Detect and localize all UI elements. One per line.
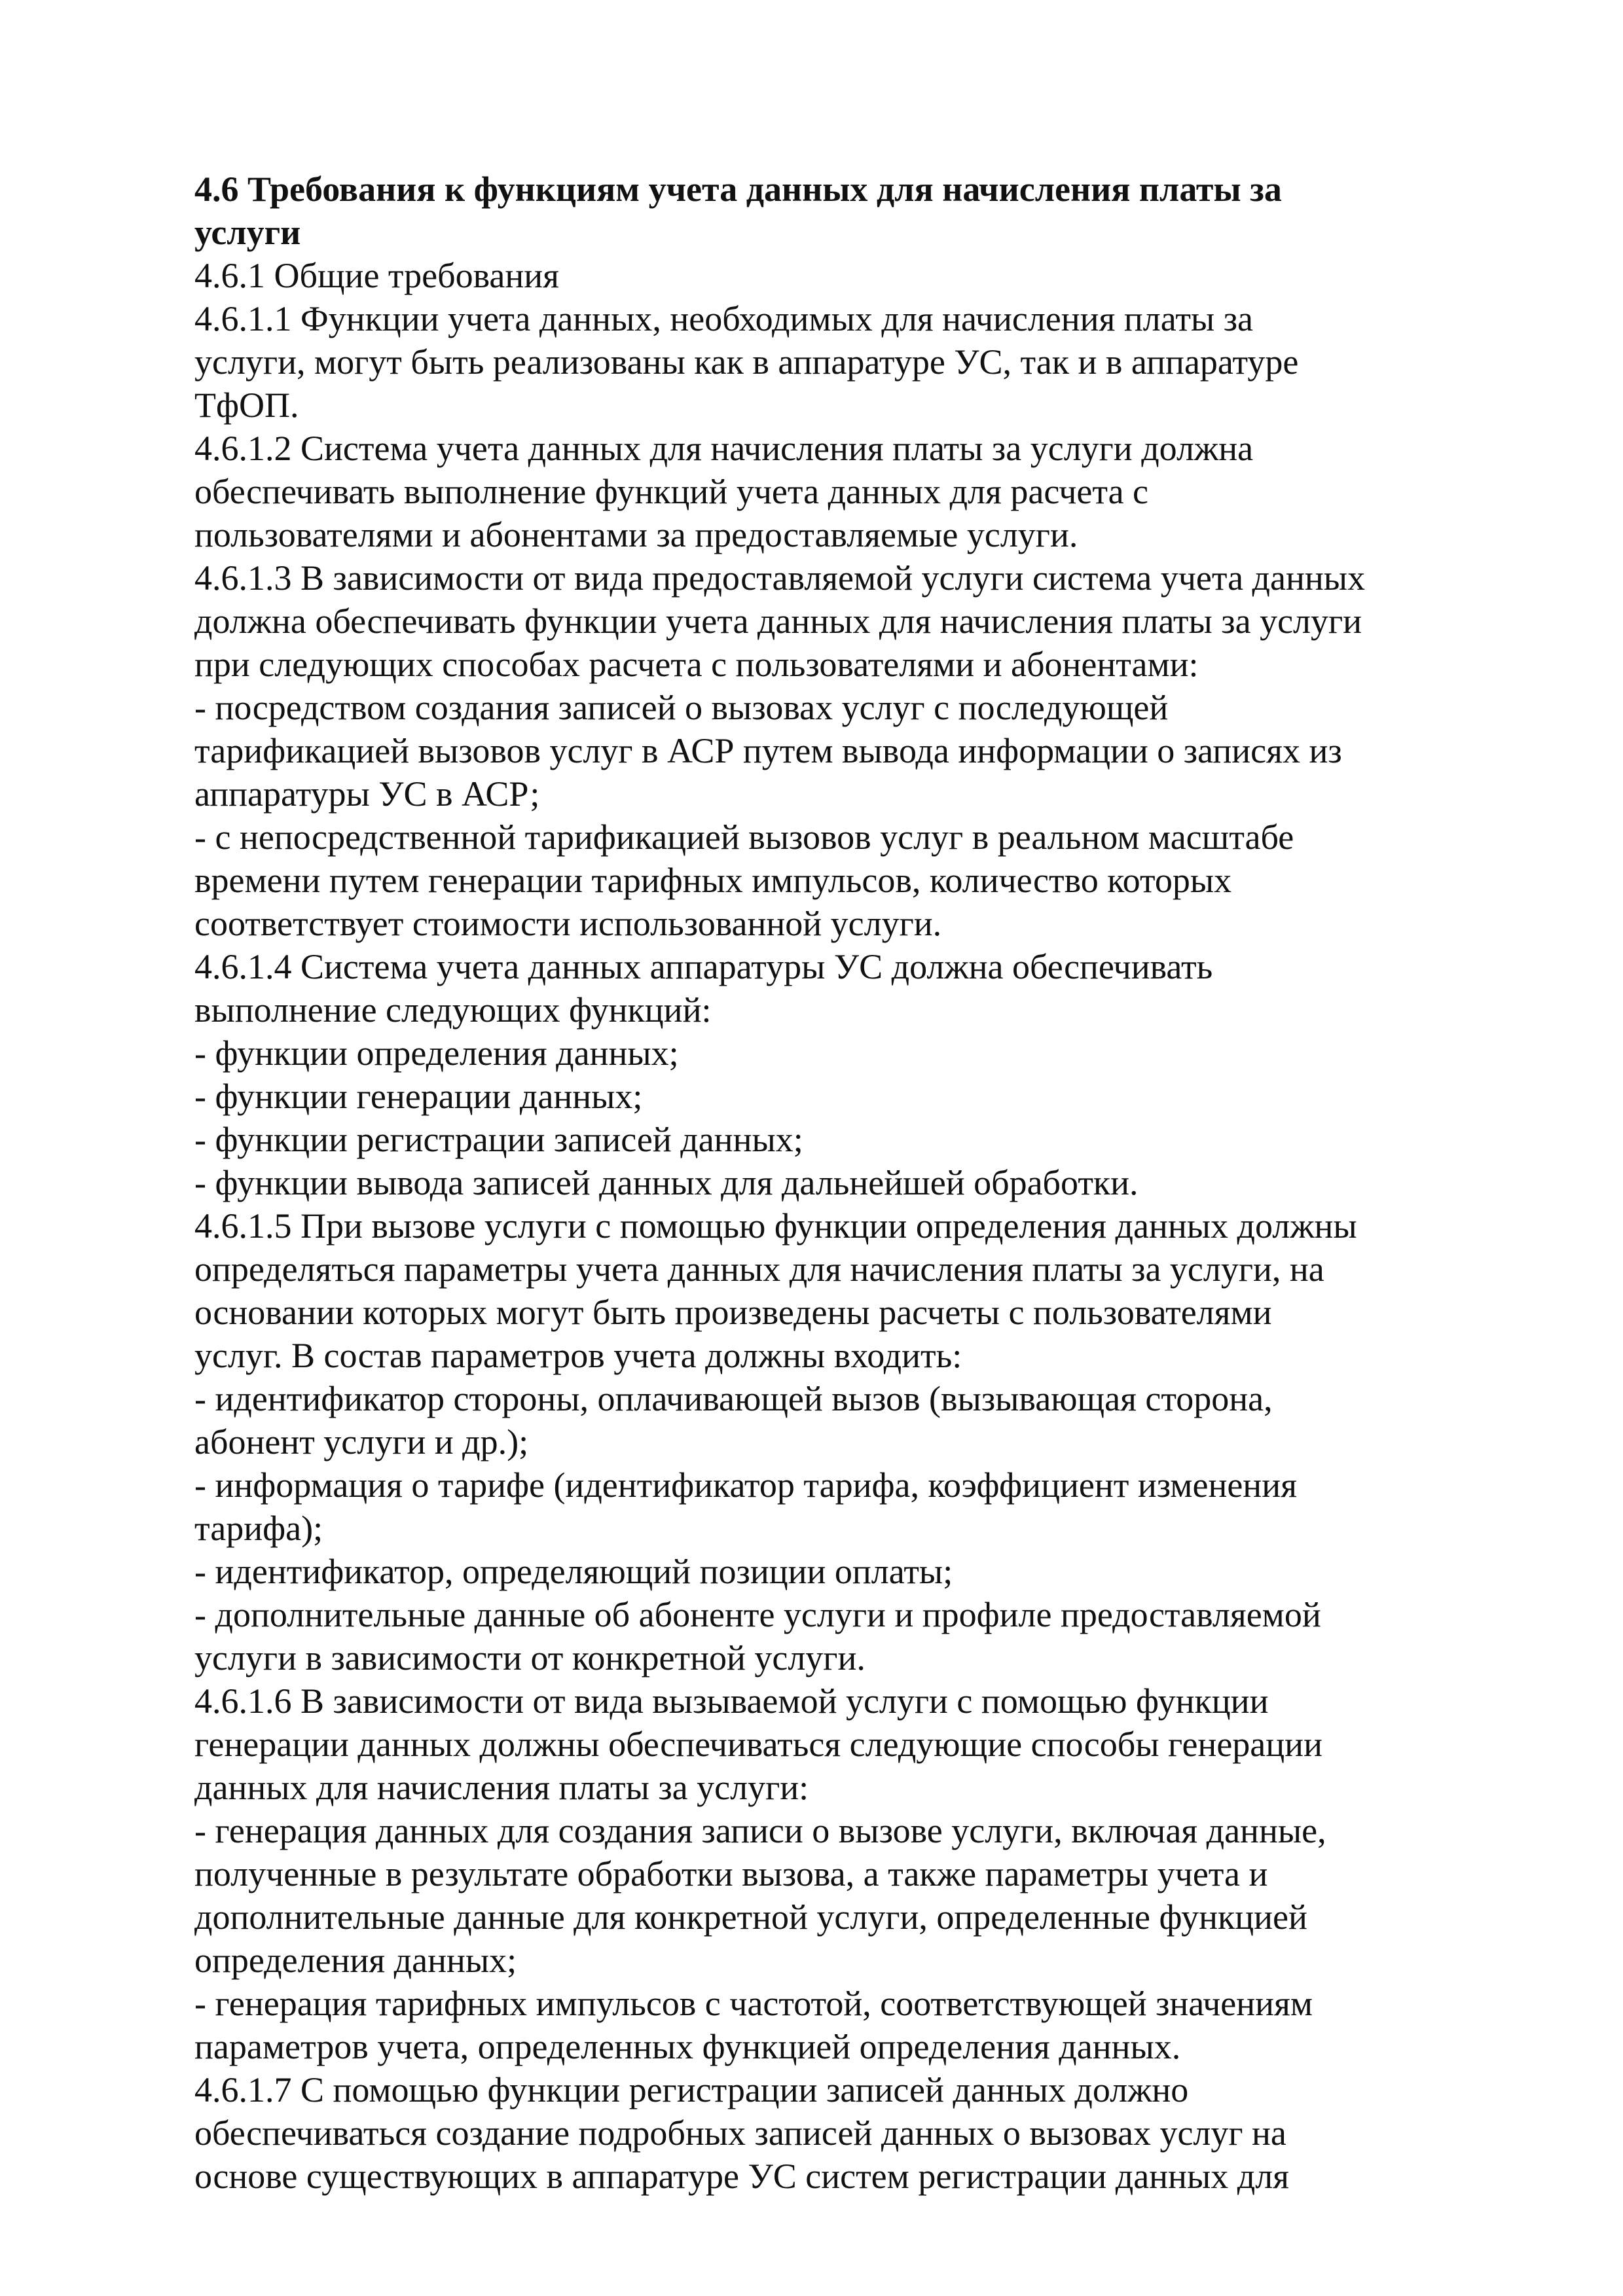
body-text-line: - генерация тарифных импульсов с частотой, соответствующей значениям — [194, 1984, 1313, 2023]
body-text-line: 4.6.1 Общие требования — [194, 256, 560, 295]
body-text-line: - с непосредственной тарификацией вызовов услуг в реальном масштабе — [194, 817, 1294, 857]
body-text-line: услуги, могут быть реализованы как в аппаратуре УС, так и в аппаратуре — [194, 342, 1299, 382]
body-text-line: полученные в результате обработки вызова, а также параметры учета и — [194, 1854, 1268, 1893]
body-text-line: основании которых могут быть произведены расчеты с пользователями — [194, 1293, 1272, 1332]
body-text-line: обеспечивать выполнение функций учета данных для расчета с — [194, 472, 1149, 511]
body-text-line: 4.6.1.4 Система учета данных аппаратуры УС должна обеспечивать — [194, 947, 1213, 986]
body-text — [194, 254, 1491, 2198]
body-text-line: ТфОП. — [194, 386, 299, 425]
body-text-line: - идентификатор, определяющий позиции оплаты; — [194, 1552, 953, 1591]
body-text-line: основе существующих в аппаратуре УС систем регистрации данных для — [194, 2157, 1289, 2196]
body-text-line: дополнительные данные для конкретной услуги, определенные функцией — [194, 1897, 1307, 1937]
body-text-line: генерации данных должны обеспечиваться следующие способы генерации — [194, 1725, 1322, 1764]
body-text-line: должна обеспечивать функции учета данных для начисления платы за услуги — [194, 601, 1362, 641]
body-text-line: - функции вывода записей данных для дальнейшей обработки. — [194, 1163, 1139, 1202]
body-text-line: 4.6.1.3 В зависимости от вида предоставляемой услуги система учета данных — [194, 558, 1366, 598]
body-text-line: - генерация данных для создания записи о вызове услуги, включая данные, — [194, 1811, 1326, 1850]
section-heading-line-1: 4.6 Требования к функциям учета данных для начисления платы за — [194, 170, 1282, 209]
body-text-line: 4.6.1.2 Система учета данных для начисления платы за услуги должна — [194, 429, 1254, 468]
body-text-line: определения данных; — [194, 1941, 517, 1980]
section-heading-line-2: услуги — [194, 213, 301, 252]
body-text-line: времени путем генерации тарифных импульсов, количество которых — [194, 861, 1232, 900]
body-text-line: при следующих способах расчета с пользователями и абонентами: — [194, 645, 1199, 684]
body-text-line: данных для начисления платы за услуги: — [194, 1768, 809, 1807]
body-text-line: тарификацией вызовов услуг в АСР путем вывода информации о записях из — [194, 731, 1342, 770]
body-text-line: аппаратуры УС в АСР; — [194, 774, 540, 814]
body-text-line: - функции регистрации записей данных; — [194, 1120, 803, 1159]
body-text-line: - дополнительные данные об абоненте услуги и профиле предоставляемой — [194, 1595, 1321, 1634]
body-text-line: - функции определения данных; — [194, 1033, 679, 1073]
body-text-line: определяться параметры учета данных для начисления платы за услуги, на — [194, 1249, 1324, 1289]
body-text-line: пользователями и абонентами за предоставляемые услуги. — [194, 515, 1078, 554]
body-text-line: услуг. В состав параметров учета должны входить: — [194, 1336, 962, 1375]
body-text-line: соответствует стоимости использованной услуги. — [194, 904, 942, 943]
body-text-line: - идентификатор стороны, оплачивающей вызов (вызывающая сторона, — [194, 1379, 1273, 1418]
body-text-line: обеспечиваться создание подробных записей данных о вызовах услуг на — [194, 2113, 1286, 2153]
body-text-line: 4.6.1.1 Функции учета данных, необходимых для начисления платы за — [194, 299, 1253, 338]
body-text-line: 4.6.1.5 При вызове услуги с помощью функции определения данных должны — [194, 1206, 1357, 1246]
document-body — [194, 168, 1491, 2198]
body-text-line: услуги в зависимости от конкретной услуги. — [194, 1638, 866, 1677]
body-text-line: - посредством создания записей о вызовах услуг с последующей — [194, 688, 1169, 727]
body-text-line: абонент услуги и др.); — [194, 1422, 529, 1462]
body-text-line: параметров учета, определенных функцией определения данных. — [194, 2027, 1181, 2066]
body-text-line: 4.6.1.6 В зависимости от вида вызываемой услуги с помощью функции — [194, 1681, 1269, 1721]
body-text-line: 4.6.1.7 С помощью функции регистрации записей данных должно — [194, 2070, 1189, 2109]
body-text-line: - функции генерации данных; — [194, 1077, 643, 1116]
body-text-line: выполнение следующих функций: — [194, 990, 712, 1030]
body-text-line: - информация о тарифе (идентификатор тарифа, коэффициент изменения — [194, 1465, 1297, 1505]
body-text-line: тарифа); — [194, 1509, 323, 1548]
